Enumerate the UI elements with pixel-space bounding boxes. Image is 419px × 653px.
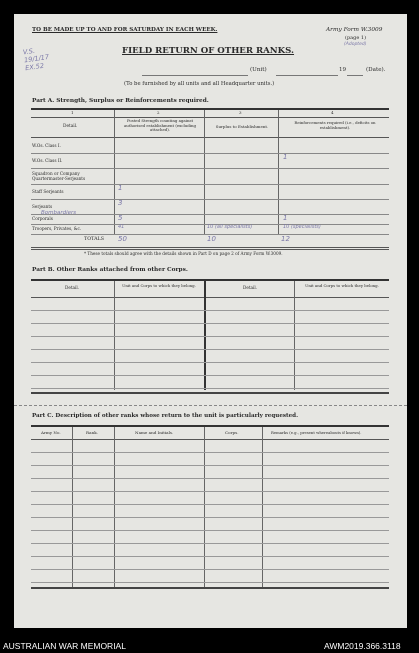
table-row-reinforcements: 1 — [283, 153, 288, 161]
table-row-posted: 5 — [118, 214, 123, 222]
header-army-no: Army No. — [41, 430, 61, 435]
total-reinforcements: 12 — [281, 235, 290, 243]
header-remarks: Remarks (e.g., present whereabouts if known). — [271, 430, 362, 435]
header-detail: Detail. — [65, 285, 80, 290]
part-c-top-rule — [31, 425, 389, 427]
totals-rule — [31, 249, 389, 250]
part-b-top-rule — [31, 279, 389, 281]
fold-line — [14, 405, 407, 406]
page-number: (page 1) — [345, 35, 367, 41]
adopted-stamp: (Adopted) — [344, 42, 367, 47]
header-detail: Detail. — [63, 124, 78, 129]
table-row-rule — [31, 214, 389, 215]
part-c-heading: Part C. Description of other ranks whose return to the unit is particularly requested. — [32, 413, 299, 419]
table-row — [31, 517, 389, 518]
table-row-surplus: 10 (all specialists) — [207, 224, 253, 230]
part-c-col-divider — [204, 427, 205, 587]
date-label: (Date). — [366, 67, 386, 73]
date-line-b — [347, 75, 363, 76]
table-row-detail: Squadron or Company Quartermaster-Serjeants — [32, 171, 86, 182]
table-row — [31, 569, 389, 570]
table-row — [31, 504, 389, 505]
total-posted: 50 — [118, 235, 127, 243]
part-a-colnum-rule — [31, 117, 389, 118]
header-rank: Rank. — [86, 430, 99, 435]
part-a-heading: Part A. Strength, Surplus or Reinforcements required. — [32, 98, 209, 104]
table-row-detail: Corporals — [32, 216, 53, 221]
part-c-col-divider — [72, 427, 73, 587]
furnish-note: (To be furnished by all units and all Headquarter units.) — [124, 81, 275, 87]
table-row — [31, 452, 389, 453]
part-c-header-rule — [31, 439, 389, 440]
col-number: 3 — [239, 110, 242, 115]
part-a-table — [31, 108, 389, 258]
table-row — [31, 336, 389, 337]
top-instruction: TO BE MADE UP TO AND FOR SATURDAY IN EACH WEEK. — [32, 27, 218, 33]
table-row-posted: 1 — [118, 184, 123, 192]
table-row-detail: Staff Serjeants — [32, 188, 64, 194]
table-row — [31, 349, 389, 350]
header-name: Name and Initials. — [135, 430, 174, 435]
header-unit-corps: Unit and Corps to which they belong. — [305, 283, 379, 288]
form-page — [14, 14, 407, 628]
col-number: 4 — [331, 110, 334, 115]
table-row-detail: W.Os. Class I. — [32, 142, 61, 148]
footer-accession-number: AWM2019.366.3118 — [324, 641, 401, 651]
table-row — [31, 323, 389, 324]
table-row — [31, 491, 389, 492]
part-c-bottom-rule — [31, 587, 389, 589]
table-row — [31, 375, 389, 376]
table-row-reinforcements: 10 (specialists) — [283, 224, 321, 230]
table-row-detail: W.Os. Class II. — [32, 157, 63, 163]
part-b-table — [31, 279, 389, 395]
totals-rule — [31, 247, 389, 248]
table-row-detail: Troopers, Privates, &c. — [32, 226, 82, 231]
table-row-reinforcements: 1 — [283, 214, 288, 222]
form-title: FIELD RETURN OF OTHER RANKS. — [122, 46, 295, 56]
part-c-table — [31, 425, 389, 589]
table-row — [31, 310, 389, 311]
part-a-header-rule — [31, 137, 389, 138]
table-row — [31, 582, 389, 583]
table-row-rule — [31, 153, 389, 154]
table-row — [31, 362, 389, 363]
table-row — [31, 478, 389, 479]
header-posted: Posted Strength counting against authorised establishment (excluding attached). — [123, 118, 196, 133]
totals-label: TOTALS — [84, 237, 105, 242]
part-a-col-divider — [114, 110, 115, 234]
part-c-col-divider — [114, 427, 115, 587]
corporals-overwrite: Bombardiers — [41, 210, 77, 216]
table-row — [31, 543, 389, 544]
header-detail: Detail. — [243, 285, 258, 290]
part-c-col-divider — [262, 427, 263, 587]
handwritten-reference: V.S. 19/1/17 EX.52 — [22, 46, 50, 73]
footer-bar — [0, 630, 419, 653]
part-a-top-rule — [31, 108, 389, 110]
table-row-posted: 41 — [118, 224, 125, 230]
col-number: 2 — [157, 110, 160, 115]
table-row-detail: Serjeants — [32, 203, 53, 209]
part-a-col-divider — [278, 110, 279, 234]
part-a-footnote: * These totals should agree with the details shown in Part D on page 2 of Army Form W.3009. — [84, 251, 283, 256]
unit-label: (Unit) — [250, 67, 267, 73]
header-unit-corps: Unit and Corps to which they belong. — [122, 283, 196, 288]
year-label: 19 — [339, 67, 347, 73]
table-row — [31, 530, 389, 531]
table-row-rule — [31, 184, 389, 185]
table-row — [31, 465, 389, 466]
header-reinforcements: Reinforcements required (i.e., deficits on establishment). — [294, 120, 376, 131]
part-a-col-divider — [204, 110, 205, 234]
part-b-header-rule — [31, 297, 389, 298]
col-number: 1 — [71, 110, 74, 115]
part-b-bottom-rule — [31, 392, 389, 394]
unit-line — [142, 75, 248, 76]
form-number: Army Form W.3009 — [326, 27, 383, 33]
table-row-rule — [31, 199, 389, 200]
total-surplus: 10 — [207, 235, 216, 243]
date-line-a — [276, 75, 338, 76]
header-corps: Corps. — [225, 430, 239, 435]
table-row — [31, 556, 389, 557]
table-row-rule — [31, 168, 389, 169]
part-b-heading: Part B. Other Ranks attached from other Corps. — [32, 267, 188, 273]
header-surplus: Surplus to Establishment. — [215, 124, 269, 129]
table-row-posted: 3 — [118, 199, 123, 207]
footer-institution: AUSTRALIAN WAR MEMORIAL — [3, 641, 126, 651]
table-row — [31, 388, 389, 389]
